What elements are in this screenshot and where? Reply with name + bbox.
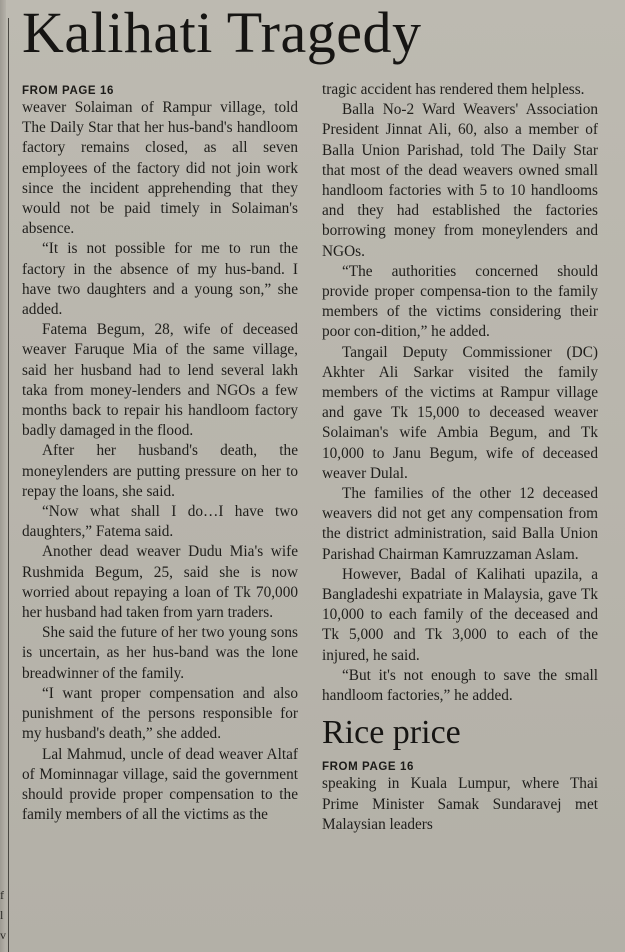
continuation-kicker: FROM PAGE 16 [22,85,114,97]
article-headline: Kalihati Tragedy [22,0,422,65]
second-story-text: speaking in Kuala Lumpur, where Thai Prime Minister Samak Sundaravej met Malaysian leaders [322,775,598,833]
second-story-kicker: FROM PAGE 16 [322,761,414,774]
right-column [322,80,598,835]
paragraph: The families of the other 12 deceased weavers did not get any compensation from the district administration, said Balla Union Parishad Chairman Kamruzzaman Aslam. [322,485,598,563]
paragraph: “The authorities concerned should provide proper compensa-tion to the family members of the victims considering their poor con-dition,” he added. [322,262,598,341]
paragraph: Tangail Deputy Commissioner (DC) Akhter Ali Sarkar visited the family members of the victims at Rampur village and gave Tk 15,000 to deceased weaver Solaiman's wife Ambia Begum, and Tk 10,000 to Janu Begum, wife of deceased weaver Dulal. [322,343,598,482]
second-story-headline: Rice price [322,714,461,752]
edge-fragment: l [0,908,4,922]
paragraph: She said the future of her two young sons is uncertain, as her hus-band was the lone breadwinner of the family. [22,624,298,682]
paragraph: “I want proper compensation and also punishment of the persons responsible for my husband's death,” she added. [22,684,298,743]
edge-fragment: v [0,928,6,942]
paragraph: After her husband's death, the moneylenders are putting pressure on her to repay the loans, she said. [22,442,298,500]
paragraph: “But it's not enough to save the small handloom factories,” he added. [322,666,598,705]
paragraph: “Now what shall I do…I have two daughters,” Fatema said. [22,503,298,541]
paragraph: weaver Solaiman of Rampur village, told The Daily Star that her hus-band's handloom factory remains closed, as all seven employees of the factory did not join work since the incident apprehending that they would not be paid timely in Solaiman's absence. [22,99,298,238]
paragraph: “It is not possible for me to run the factory in the absence of my hus-band. I have two daughters and a young son,” she added. [22,240,298,319]
edge-fragment: f [0,888,4,902]
adjacent-column-fragments [0,885,8,945]
paragraph: tragic accident has rendered them helpless. [322,81,585,98]
left-column [22,80,298,825]
paragraph: Another dead weaver Dudu Mia's wife Rushmida Begum, 25, said she is now worried about repaying a loan of Tk 70,000 her husband had taken from yarn traders. [22,543,298,622]
paragraph: However, Badal of Kalihati upazila, a Bangladeshi expatriate in Malaysia, gave Tk 10,000 to each family of the deceased and Tk 5,000 and Tk 3,000 to each of the injured, he said. [322,565,598,664]
paragraph: Lal Mahmud, uncle of dead weaver Altaf of Mominnagar village, said the government should provide proper compensation to the family members of all the victims as the [22,745,298,824]
paragraph: Balla No-2 Ward Weavers' Association President Jinnat Ali, 60, also a member of Balla Union Parishad, told The Daily Star that most of the dead weavers owned small handloom factories with 5 to 10 handlooms and they had established the factories borrowing money from moneylenders and NGOs. [322,101,598,260]
paragraph: Fatema Begum, 28, wife of deceased weaver Faruque Mia of the same village, said her husband had to lend several lakh taka from money-lenders and NGOs a few months back to repair his handloom factory badly damaged in the flood. [22,321,298,440]
page-fold-edge [0,0,6,952]
column-rule [8,18,9,952]
